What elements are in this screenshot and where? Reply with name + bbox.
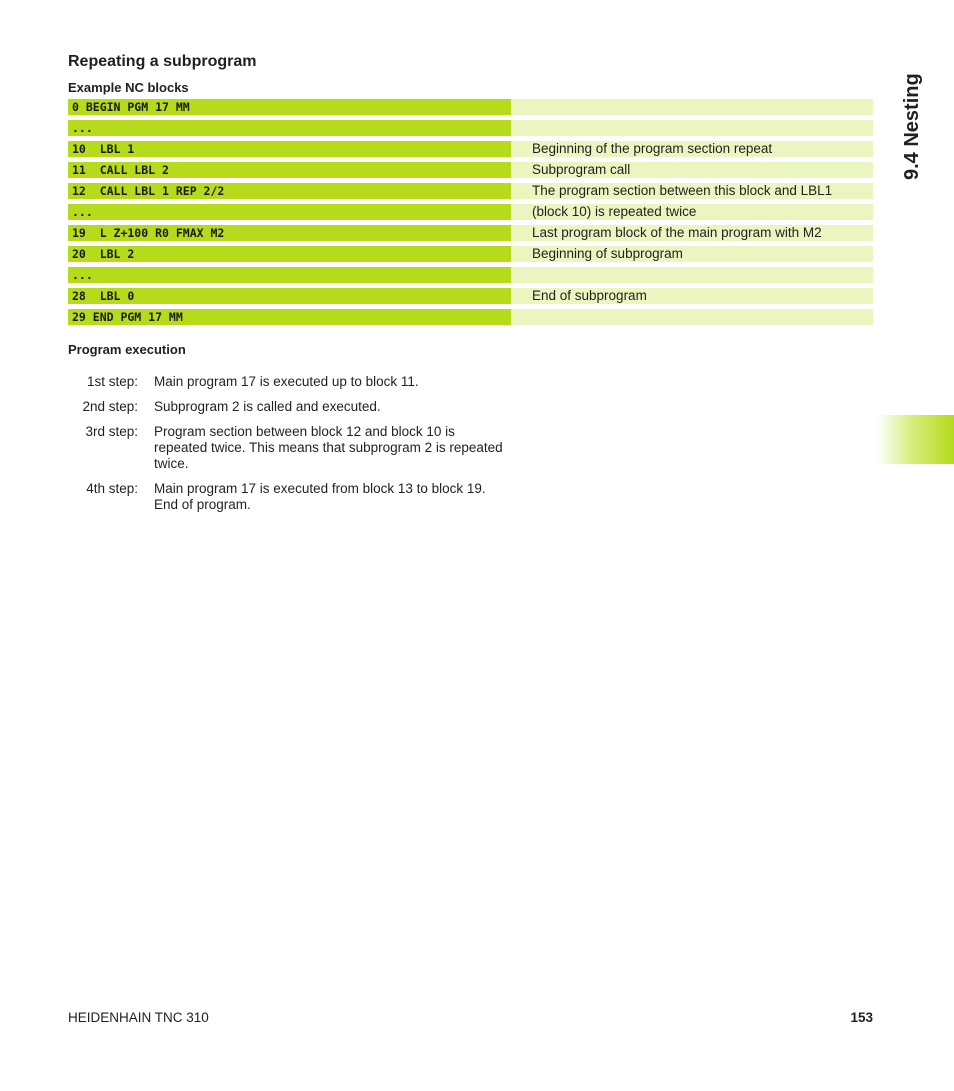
- nc-block-comment: End of subprogram: [532, 288, 647, 303]
- nc-block-code: 20 LBL 2: [68, 246, 511, 262]
- execution-step: [68, 374, 508, 390]
- step-label: 1st step:: [86, 374, 138, 389]
- chapter-heading-text: 9.4 Nesting: [901, 73, 923, 180]
- step-label: 4th step:: [86, 481, 138, 496]
- chapter-tab-marker: [877, 415, 954, 464]
- nc-block-row: [68, 225, 873, 246]
- step-text: Main program 17 is executed up to block 11.: [154, 374, 419, 389]
- nc-block-code: 29 END PGM 17 MM: [68, 309, 511, 325]
- step-text: Program section between block 12 and block 10 is repeated twice. This means that subprogram 2 is repeated twice.: [154, 424, 503, 471]
- nc-block-row: [68, 120, 873, 141]
- nc-block-row: [68, 246, 873, 267]
- nc-block-comment: Subprogram call: [532, 162, 631, 177]
- nc-block-code: 10 LBL 1: [68, 141, 511, 157]
- example-title: Example NC blocks: [68, 80, 189, 95]
- nc-block-comment: Beginning of subprogram: [532, 246, 683, 261]
- nc-block-row: [68, 141, 873, 162]
- nc-block-comment: (block 10) is repeated twice: [532, 204, 697, 219]
- section-title: Repeating a subprogram: [68, 53, 257, 70]
- nc-block-code: ...: [68, 267, 511, 283]
- nc-block-row: [68, 288, 873, 309]
- nc-blocks-table: [68, 99, 873, 330]
- nc-block-code: 28 LBL 0: [68, 288, 511, 304]
- nc-block-code: ...: [68, 120, 511, 136]
- execution-step: [68, 481, 508, 513]
- nc-block-row: [68, 204, 873, 225]
- nc-block-row: [68, 162, 873, 183]
- nc-block-comment: The program section between this block and LBL1: [532, 183, 833, 198]
- nc-block-code: 12 CALL LBL 1 REP 2/2: [68, 183, 511, 199]
- execution-step: [68, 399, 508, 415]
- nc-block-comment: [511, 99, 873, 115]
- footer-page-number: 153: [850, 1010, 873, 1025]
- execution-steps: [68, 374, 508, 522]
- nc-block-code: 11 CALL LBL 2: [68, 162, 511, 178]
- nc-block-comment: Beginning of the program section repeat: [532, 141, 773, 156]
- nc-block-comment: [511, 309, 873, 325]
- nc-block-code: ...: [68, 204, 511, 220]
- nc-block-code: 19 L Z+100 R0 FMAX M2: [68, 225, 511, 241]
- execution-title: Program execution: [68, 342, 186, 357]
- nc-block-row: [68, 183, 873, 204]
- nc-block-row: [68, 267, 873, 288]
- nc-block-comment: [511, 267, 873, 283]
- nc-block-code: 0 BEGIN PGM 17 MM: [68, 99, 511, 115]
- step-label: 3rd step:: [85, 424, 138, 439]
- execution-step: [68, 424, 508, 472]
- step-label: 2nd step:: [82, 399, 138, 414]
- nc-block-comment: Last program block of the main program with M2: [532, 225, 822, 240]
- nc-block-row: [68, 99, 873, 120]
- step-text: Subprogram 2 is called and executed.: [154, 399, 381, 414]
- nc-block-comment: [511, 120, 873, 136]
- nc-block-row: [68, 309, 873, 330]
- footer-manual-name: HEIDENHAIN TNC 310: [68, 1010, 209, 1025]
- step-text: Main program 17 is executed from block 13 to block 19. End of program.: [154, 481, 486, 512]
